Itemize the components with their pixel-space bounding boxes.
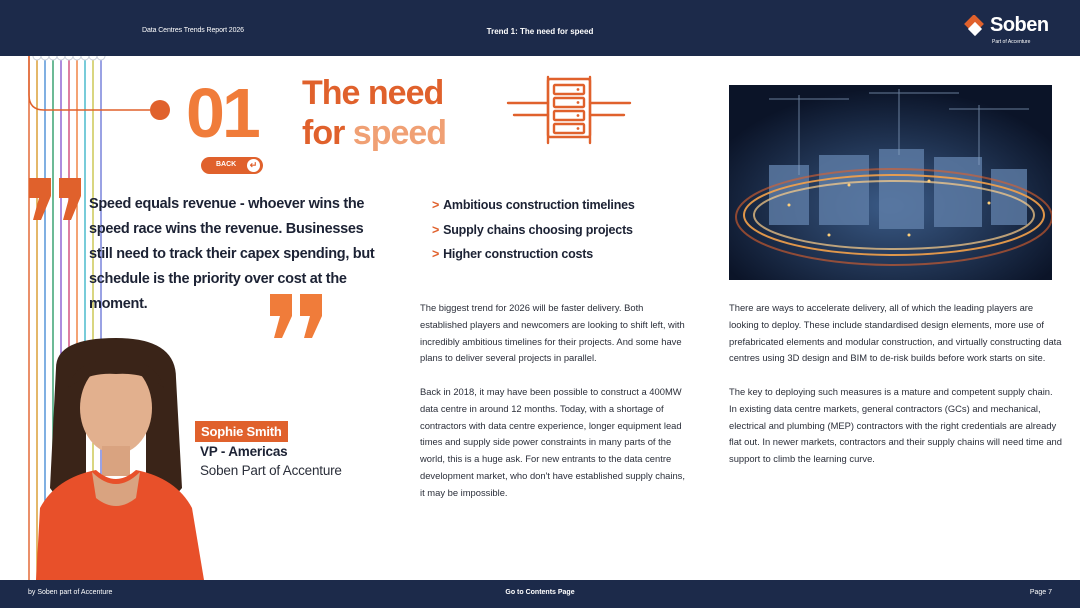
server-rack-icon [506, 73, 632, 149]
paragraph: The key to deploying such measures is a mature and competent supply chain. In existing data centre markets, general contractors (GCs) and mechanical, electrical and plumbing (MEP) contractors with the right credentials are already flat out. In newer markets, contractors and their supply chains will need time and support to climb the learning curve. [729, 385, 1062, 465]
page-title [302, 73, 446, 153]
person-role: VP - Americas [200, 444, 288, 459]
bullet-marker: > [432, 222, 440, 237]
footer-byline: by Soben part of Accenture [28, 589, 113, 596]
back-arrow-icon: ↵ [247, 159, 260, 172]
paragraph: Back in 2018, it may have been possible to construct a 400MW data centre in around 12 months. Today, with a shortage of contractors with data centre experience, longer equipment lead times and supply side power constraints in many parts of the world, this is a huge ask. For new entrants to the data centre development market, who don't have established supply chains, it may be impossible. [420, 385, 685, 498]
contents-link[interactable]: Go to Contents Page [505, 589, 575, 596]
title-line-1: The need [302, 74, 444, 112]
brand-name: Soben [990, 14, 1049, 36]
bullet-text: Higher construction costs [443, 247, 593, 261]
open-quote-icon [27, 174, 85, 224]
portrait-photo [16, 338, 216, 580]
paragraph: There are ways to accelerate delivery, all of which the leading players are looking to deploy. These include standardised design elements, more use of prefabricated elements and modular construction, and virtually constructing data centres using 3D design and BIM to de-risk builds before work starts on site. [729, 302, 1062, 364]
back-button[interactable] [201, 157, 263, 174]
trend-number: 01 [186, 74, 258, 152]
paragraph: The biggest trend for 2026 will be faster delivery. Both established players and newcomers are looking to shift left, with incredibly ambitious timelines for their projects. And some have plans to deliver several projects in parallel. [420, 302, 685, 364]
bullet-text: Ambitious construction timelines [443, 198, 635, 212]
soben-logo-icon [962, 15, 988, 41]
body-column-1 [420, 300, 688, 518]
close-quote-icon [266, 292, 326, 342]
page-number: Page 7 [1029, 589, 1052, 596]
brand-subtitle: Part of Accenture [992, 39, 1031, 45]
report-title: Data Centres Trends Report 2026 [142, 27, 244, 34]
title-line-2b: speed [352, 114, 447, 152]
body-column-2 [729, 300, 1063, 485]
brand-logo[interactable] [962, 13, 1062, 47]
title-line-2a: for [302, 114, 353, 152]
bullet-marker: > [432, 198, 440, 212]
bottom-bar [0, 580, 1080, 608]
top-bar [0, 0, 1080, 56]
construction-scene [729, 85, 1052, 280]
pull-quote: Speed equals revenue - whoever wins the speed race wins the revenue. Businesses still need to track their capex spending, but schedule is the priority over cost at the moment. [89, 196, 375, 312]
list-item [432, 198, 635, 223]
person-company: Soben Part of Accenture [200, 463, 342, 478]
bullet-marker: > [432, 247, 440, 261]
list-item [432, 223, 635, 248]
key-points-list [432, 198, 635, 272]
bullet-text: Supply chains choosing projects [443, 222, 633, 237]
data-centre-construction-image [729, 85, 1052, 280]
person-name: Sophie Smith [195, 421, 288, 442]
list-item [432, 247, 635, 272]
section-title: Trend 1: The need for speed [486, 27, 594, 36]
back-label: BACK [216, 161, 237, 168]
